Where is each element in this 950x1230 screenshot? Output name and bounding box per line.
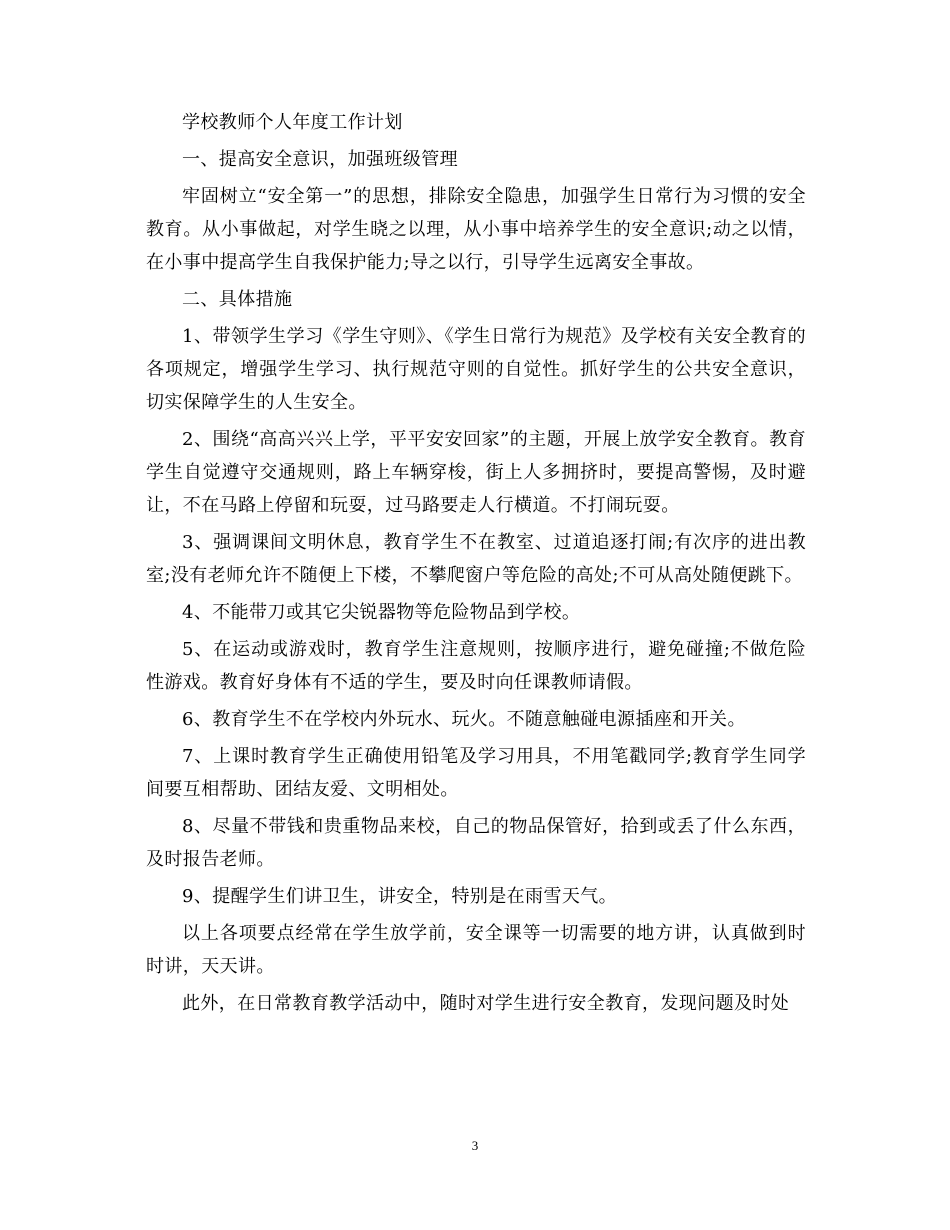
page-number: 3: [471, 1138, 479, 1153]
measure-item-3: 3、强调课间文明休息，教育学生不在教室、过道追逐打闹;有次序的进出教室;没有老师允许不随便上下楼，不攀爬窗户等危险的高处;不可从高处随便跳下。: [146, 532, 806, 586]
summary-paragraph: 以上各项要点经常在学生放学前，安全课等一切需要的地方讲，认真做到时时讲，天天讲。: [146, 923, 806, 977]
measure-item-8: 8、尽量不带钱和贵重物品来校，自己的物品保管好，拾到或丢了什么东西，及时报告老师。: [146, 816, 806, 870]
measure-item-4: 4、不能带刀或其它尖锐器物等危险物品到学校。: [182, 602, 581, 623]
measure-item-2: 2、围绕“高高兴兴上学，平平安安回家”的主题，开展上放学安全教育。教育学生自觉遵守交通规则，路上车辆穿梭，街上人多拥挤时，要提高警惕，及时避让，不在马路上停留和玩耍，过马路要走人行横道。不打闹玩耍。: [146, 429, 806, 516]
section-heading-1: 一、提高安全意识，加强班级管理: [182, 149, 458, 170]
document-body: [146, 106, 806, 1024]
measure-item-6: 6、教育学生不在学校内外玩水、玩火。不随意触碰电源插座和开关。: [182, 709, 746, 730]
measure-item-7: 7、上课时教育学生正确使用铅笔及学习用具，不用笔戳同学;教育学生同学间要互相帮助、团结友爱、文明相处。: [146, 746, 806, 800]
measure-item-5: 5、在运动或游戏时，教育学生注意规则，按顺序进行，避免碰撞;不做危险性游戏。教育好身体有不适的学生，要及时向任课教师请假。: [146, 639, 806, 693]
document-title: 学校教师个人年度工作计划: [182, 112, 403, 133]
measure-item-9: 9、提醒学生们讲卫生，讲安全，特别是在雨雪天气。: [182, 886, 618, 907]
section-paragraph-1: 牢固树立“安全第一”的思想，排除安全隐患，加强学生日常行为习惯的安全教育。从小事做起，对学生晓之以理，从小事中培养学生的安全意识;动之以情，在小事中提高学生自我保护能力;导之以行，引导学生远离安全事故。: [146, 186, 806, 273]
section-heading-2: 二、具体措施: [182, 289, 293, 310]
measure-item-1: 1、带领学生学习《学生守则》、《学生日常行为规范》及学校有关安全教育的各项规定，增强学生学习、执行规范守则的自觉性。抓好学生的公共安全意识，切实保障学生的人生安全。: [146, 326, 806, 413]
closing-paragraph: 此外，在日常教育教学活动中，随时对学生进行安全教育，发现问题及时处: [182, 993, 790, 1014]
